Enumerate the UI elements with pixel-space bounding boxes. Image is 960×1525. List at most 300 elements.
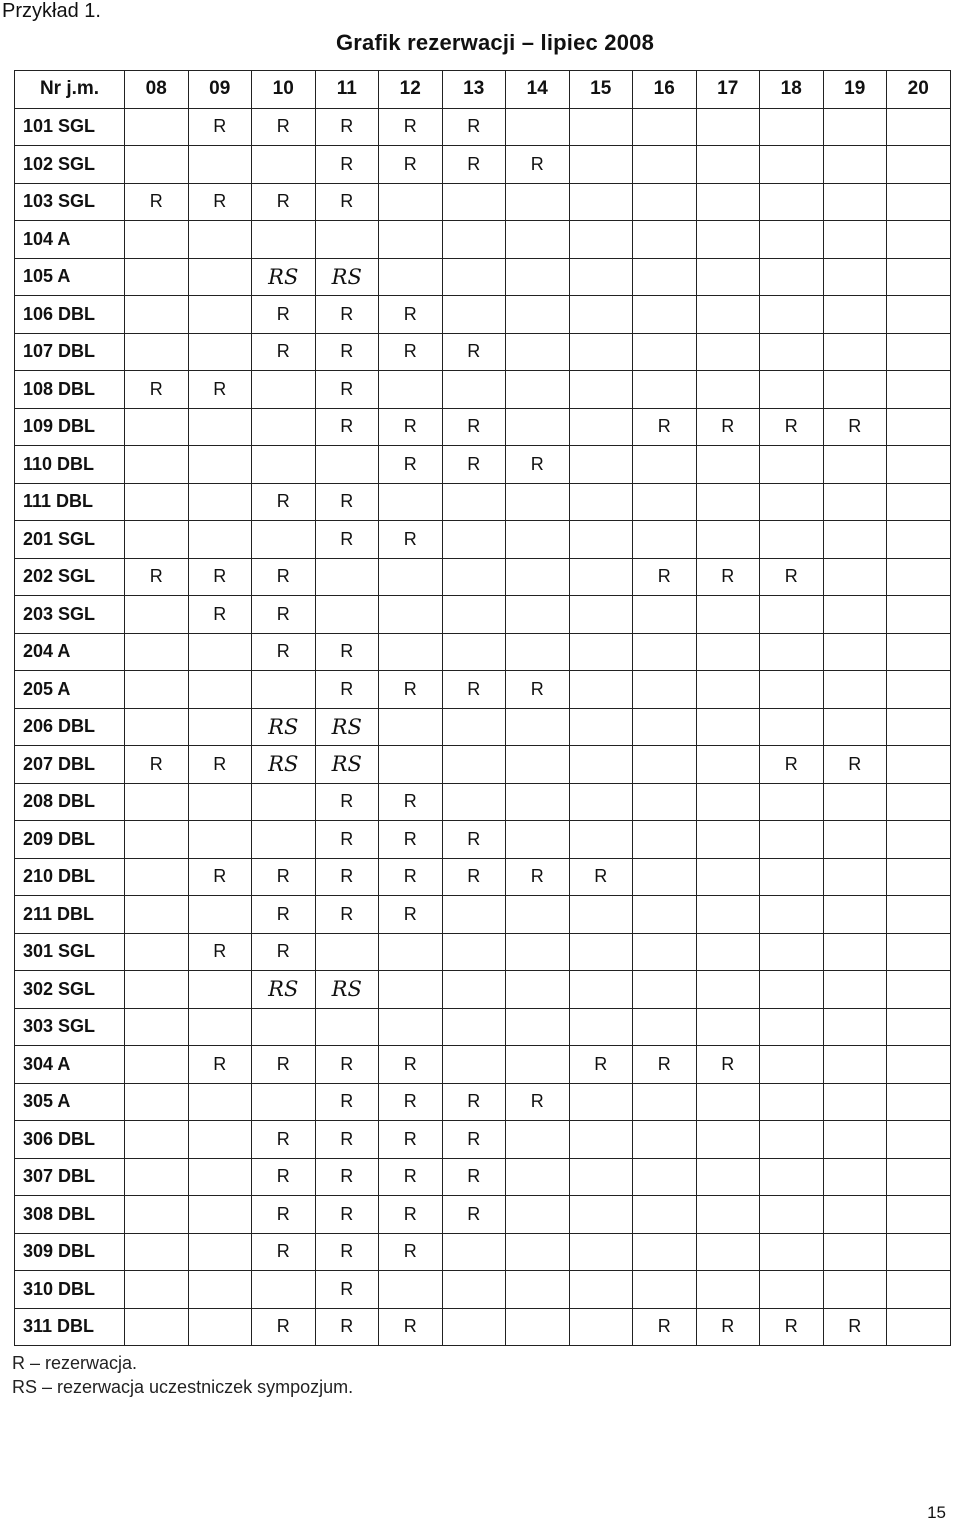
reservation-cell xyxy=(569,858,633,896)
reservation-cell xyxy=(442,1083,506,1121)
reservation-cell xyxy=(696,671,760,709)
room-label: 306 DBL xyxy=(15,1121,125,1159)
reservation-cell xyxy=(506,933,570,971)
header-day: 08 xyxy=(125,71,189,109)
reservation-cell xyxy=(442,296,506,334)
reservation-mark: R xyxy=(276,1241,290,1262)
reservation-cell xyxy=(125,1083,189,1121)
table-row xyxy=(15,708,951,746)
reservation-mark: R xyxy=(340,1241,354,1262)
reservation-cell xyxy=(442,1158,506,1196)
reservation-cell xyxy=(506,1046,570,1084)
reservation-cell xyxy=(887,1158,951,1196)
reservation-cell xyxy=(569,221,633,259)
reservation-cell xyxy=(823,1083,887,1121)
table-row xyxy=(15,1158,951,1196)
reservation-cell xyxy=(315,783,379,821)
table-row xyxy=(15,821,951,859)
reservation-cell xyxy=(823,333,887,371)
room-label: 104 A xyxy=(15,221,125,259)
symposium-reservation-mark: RS xyxy=(331,977,362,1002)
reservation-cell xyxy=(633,1121,697,1159)
reservation-cell xyxy=(696,108,760,146)
reservation-cell xyxy=(125,708,189,746)
reservation-mark: R xyxy=(403,903,417,924)
reservation-cell xyxy=(887,821,951,859)
reservation-cell xyxy=(633,296,697,334)
table-row xyxy=(15,596,951,634)
reservation-mark: R xyxy=(403,1128,417,1149)
reservation-cell xyxy=(125,371,189,409)
reservation-cell xyxy=(252,821,316,859)
reservation-mark: R xyxy=(340,303,354,324)
reservation-mark: R xyxy=(276,1166,290,1187)
reservation-cell xyxy=(188,671,252,709)
reservation-cell xyxy=(696,483,760,521)
reservation-table xyxy=(14,70,951,1346)
reservation-cell xyxy=(696,746,760,784)
room-label: 308 DBL xyxy=(15,1196,125,1234)
room-label: 209 DBL xyxy=(15,821,125,859)
reservation-cell xyxy=(696,1271,760,1309)
reservation-cell xyxy=(188,483,252,521)
reservation-cell xyxy=(823,221,887,259)
reservation-cell xyxy=(125,746,189,784)
reservation-cell xyxy=(696,258,760,296)
reservation-mark: R xyxy=(403,1203,417,1224)
reservation-mark: R xyxy=(276,191,290,212)
reservation-cell xyxy=(188,596,252,634)
reservation-cell xyxy=(633,108,697,146)
reservation-cell xyxy=(125,821,189,859)
reservation-mark: R xyxy=(657,566,671,587)
reservation-cell xyxy=(188,1158,252,1196)
reservation-cell xyxy=(252,371,316,409)
reservation-mark: R xyxy=(721,416,735,437)
reservation-cell xyxy=(442,183,506,221)
table-row xyxy=(15,633,951,671)
reservation-cell xyxy=(696,333,760,371)
reservation-cell xyxy=(569,333,633,371)
reservation-cell xyxy=(823,1308,887,1346)
reservation-cell xyxy=(823,971,887,1009)
reservation-cell xyxy=(760,1008,824,1046)
reservation-mark: R xyxy=(276,903,290,924)
symposium-reservation-mark: RS xyxy=(268,264,299,289)
reservation-cell xyxy=(569,671,633,709)
reservation-cell xyxy=(569,596,633,634)
reservation-cell xyxy=(379,521,443,559)
room-label: 108 DBL xyxy=(15,371,125,409)
reservation-cell xyxy=(506,521,570,559)
reservation-cell xyxy=(442,408,506,446)
reservation-cell xyxy=(379,1308,443,1346)
reservation-cell xyxy=(887,558,951,596)
reservation-cell xyxy=(506,1083,570,1121)
reservation-cell xyxy=(633,1308,697,1346)
reservation-cell xyxy=(569,746,633,784)
reservation-mark: R xyxy=(403,828,417,849)
reservation-cell xyxy=(252,1046,316,1084)
room-label: 105 A xyxy=(15,258,125,296)
reservation-cell xyxy=(506,1121,570,1159)
reservation-cell xyxy=(442,1271,506,1309)
reservation-cell xyxy=(315,746,379,784)
reservation-cell xyxy=(188,783,252,821)
reservation-cell xyxy=(379,1008,443,1046)
reservation-mark: R xyxy=(721,1316,735,1337)
reservation-cell xyxy=(696,371,760,409)
reservation-mark: R xyxy=(467,116,481,137)
reservation-cell xyxy=(188,858,252,896)
symposium-reservation-mark: RS xyxy=(331,264,362,289)
room-label: 310 DBL xyxy=(15,1271,125,1309)
symposium-reservation-mark: RS xyxy=(268,977,299,1002)
reservation-cell xyxy=(315,333,379,371)
reservation-mark: R xyxy=(467,1166,481,1187)
reservation-cell xyxy=(633,333,697,371)
reservation-cell xyxy=(125,221,189,259)
room-label: 305 A xyxy=(15,1083,125,1121)
reservation-cell xyxy=(506,708,570,746)
reservation-mark: R xyxy=(530,1091,544,1112)
reservation-mark: R xyxy=(848,1316,862,1337)
reservation-mark: R xyxy=(340,1166,354,1187)
reservation-cell xyxy=(125,1271,189,1309)
reservation-cell xyxy=(760,558,824,596)
header-day: 19 xyxy=(823,71,887,109)
reservation-cell xyxy=(188,296,252,334)
reservation-cell xyxy=(633,1083,697,1121)
symposium-reservation-mark: RS xyxy=(268,752,299,777)
table-row xyxy=(15,1008,951,1046)
reservation-cell xyxy=(760,408,824,446)
reservation-cell xyxy=(315,1008,379,1046)
reservation-cell xyxy=(633,521,697,559)
table-row xyxy=(15,971,951,1009)
symposium-reservation-mark: RS xyxy=(331,752,362,777)
reservation-cell xyxy=(125,633,189,671)
reservation-cell xyxy=(887,296,951,334)
reservation-cell xyxy=(315,296,379,334)
reservation-cell xyxy=(569,483,633,521)
reservation-cell xyxy=(696,183,760,221)
reservation-cell xyxy=(506,596,570,634)
reservation-mark: R xyxy=(276,341,290,362)
reservation-cell xyxy=(696,896,760,934)
reservation-cell xyxy=(887,971,951,1009)
reservation-cell xyxy=(506,1196,570,1234)
reservation-cell xyxy=(569,1121,633,1159)
reservation-cell xyxy=(379,221,443,259)
reservation-cell xyxy=(696,971,760,1009)
reservation-cell xyxy=(442,258,506,296)
reservation-cell xyxy=(442,1046,506,1084)
reservation-cell xyxy=(379,858,443,896)
reservation-mark: R xyxy=(213,191,227,212)
reservation-mark: R xyxy=(340,903,354,924)
legend-r: R – rezerwacja. xyxy=(12,1353,138,1373)
reservation-cell xyxy=(696,1233,760,1271)
reservation-cell xyxy=(823,708,887,746)
reservation-cell xyxy=(760,333,824,371)
reservation-cell xyxy=(760,858,824,896)
reservation-mark: R xyxy=(403,416,417,437)
reservation-cell xyxy=(887,783,951,821)
room-label: 210 DBL xyxy=(15,858,125,896)
reservation-cell xyxy=(315,146,379,184)
reservation-cell xyxy=(442,783,506,821)
reservation-cell xyxy=(633,558,697,596)
reservation-cell xyxy=(379,746,443,784)
reservation-cell xyxy=(315,896,379,934)
reservation-cell xyxy=(252,108,316,146)
reservation-cell xyxy=(252,258,316,296)
reservation-cell xyxy=(887,1233,951,1271)
reservation-mark: R xyxy=(340,341,354,362)
reservation-cell xyxy=(696,1083,760,1121)
reservation-mark: R xyxy=(467,828,481,849)
table-row xyxy=(15,896,951,934)
reservation-cell xyxy=(506,971,570,1009)
reservation-cell xyxy=(315,671,379,709)
reservation-cell xyxy=(252,1271,316,1309)
reservation-mark: R xyxy=(340,791,354,812)
reservation-cell xyxy=(252,221,316,259)
reservation-cell xyxy=(823,146,887,184)
reservation-mark: R xyxy=(276,116,290,137)
reservation-cell xyxy=(315,1308,379,1346)
reservation-cell xyxy=(760,821,824,859)
reservation-cell xyxy=(125,296,189,334)
reservation-cell xyxy=(696,558,760,596)
reservation-cell xyxy=(569,1196,633,1234)
reservation-mark: R xyxy=(594,1053,608,1074)
reservation-cell xyxy=(379,446,443,484)
reservation-mark: R xyxy=(467,1128,481,1149)
reservation-cell xyxy=(442,446,506,484)
header-room-column: Nr j.m. xyxy=(15,71,125,109)
reservation-cell xyxy=(633,1008,697,1046)
reservation-cell xyxy=(506,1008,570,1046)
reservation-cell xyxy=(823,408,887,446)
reservation-mark: R xyxy=(530,678,544,699)
reservation-cell xyxy=(569,558,633,596)
reservation-cell xyxy=(633,1233,697,1271)
reservation-cell xyxy=(760,746,824,784)
reservation-mark: R xyxy=(340,1128,354,1149)
reservation-cell xyxy=(506,858,570,896)
reservation-cell xyxy=(442,746,506,784)
legend-rs: RS – rezerwacja uczestniczek sympozjum. xyxy=(12,1377,354,1397)
room-label: 206 DBL xyxy=(15,708,125,746)
reservation-cell xyxy=(569,896,633,934)
reservation-cell xyxy=(506,783,570,821)
reservation-mark: R xyxy=(848,753,862,774)
reservation-cell xyxy=(823,671,887,709)
room-label: 202 SGL xyxy=(15,558,125,596)
reservation-cell xyxy=(188,146,252,184)
table-row xyxy=(15,483,951,521)
reservation-mark: R xyxy=(403,866,417,887)
reservation-cell xyxy=(252,483,316,521)
reservation-cell xyxy=(379,596,443,634)
reservation-cell xyxy=(442,333,506,371)
reservation-cell xyxy=(188,746,252,784)
reservation-mark: R xyxy=(213,941,227,962)
reservation-cell xyxy=(633,896,697,934)
reservation-cell xyxy=(379,1121,443,1159)
reservation-cell xyxy=(188,221,252,259)
room-label: 304 A xyxy=(15,1046,125,1084)
reservation-cell xyxy=(887,521,951,559)
reservation-cell xyxy=(633,858,697,896)
reservation-cell xyxy=(442,1121,506,1159)
reservation-cell xyxy=(315,821,379,859)
reservation-cell xyxy=(760,483,824,521)
reservation-cell xyxy=(506,146,570,184)
reservation-cell xyxy=(696,1158,760,1196)
reservation-cell xyxy=(760,1083,824,1121)
reservation-cell xyxy=(252,633,316,671)
reservation-cell xyxy=(633,671,697,709)
reservation-cell xyxy=(125,333,189,371)
reservation-cell xyxy=(696,221,760,259)
reservation-cell xyxy=(125,1233,189,1271)
reservation-cell xyxy=(887,333,951,371)
room-label: 301 SGL xyxy=(15,933,125,971)
reservation-cell xyxy=(188,933,252,971)
reservation-mark: R xyxy=(213,866,227,887)
reservation-mark: R xyxy=(340,191,354,212)
reservation-cell xyxy=(125,1121,189,1159)
reservation-cell xyxy=(887,258,951,296)
reservation-cell xyxy=(379,783,443,821)
reservation-cell xyxy=(569,146,633,184)
reservation-cell xyxy=(760,896,824,934)
reservation-cell xyxy=(760,1196,824,1234)
reservation-cell xyxy=(379,633,443,671)
reservation-cell xyxy=(252,1308,316,1346)
reservation-cell xyxy=(823,1046,887,1084)
reservation-cell xyxy=(823,1233,887,1271)
reservation-cell xyxy=(506,483,570,521)
room-label: 101 SGL xyxy=(15,108,125,146)
table-row xyxy=(15,558,951,596)
reservation-cell xyxy=(379,671,443,709)
reservation-cell xyxy=(125,483,189,521)
reservation-cell xyxy=(506,746,570,784)
reservation-cell xyxy=(760,1121,824,1159)
reservation-cell xyxy=(315,1233,379,1271)
reservation-mark: R xyxy=(530,866,544,887)
reservation-cell xyxy=(823,1196,887,1234)
reservation-cell xyxy=(823,258,887,296)
reservation-cell xyxy=(252,971,316,1009)
reservation-cell xyxy=(760,258,824,296)
reservation-cell xyxy=(887,408,951,446)
reservation-cell xyxy=(696,1308,760,1346)
reservation-mark: R xyxy=(403,1241,417,1262)
reservation-cell xyxy=(506,333,570,371)
reservation-cell xyxy=(760,521,824,559)
reservation-cell xyxy=(823,896,887,934)
reservation-cell xyxy=(760,933,824,971)
reservation-cell xyxy=(887,221,951,259)
reservation-cell xyxy=(823,821,887,859)
reservation-cell xyxy=(252,783,316,821)
reservation-cell xyxy=(760,596,824,634)
reservation-cell xyxy=(125,146,189,184)
reservation-mark: R xyxy=(403,528,417,549)
reservation-cell xyxy=(125,858,189,896)
reservation-mark: R xyxy=(467,453,481,474)
reservation-mark: R xyxy=(403,1053,417,1074)
reservation-cell xyxy=(823,108,887,146)
header-day: 18 xyxy=(760,71,824,109)
reservation-cell xyxy=(315,858,379,896)
header-day: 16 xyxy=(633,71,697,109)
reservation-cell xyxy=(506,296,570,334)
reservation-cell xyxy=(315,933,379,971)
reservation-cell xyxy=(633,371,697,409)
reservation-cell xyxy=(506,183,570,221)
reservation-cell xyxy=(887,1008,951,1046)
header-day: 11 xyxy=(315,71,379,109)
reservation-cell xyxy=(506,896,570,934)
room-label: 102 SGL xyxy=(15,146,125,184)
reservation-cell xyxy=(569,521,633,559)
reservation-cell xyxy=(760,1308,824,1346)
room-label: 201 SGL xyxy=(15,521,125,559)
table-row xyxy=(15,746,951,784)
reservation-mark: R xyxy=(848,416,862,437)
reservation-cell xyxy=(252,1121,316,1159)
header-day: 09 xyxy=(188,71,252,109)
reservation-cell xyxy=(442,483,506,521)
reservation-cell xyxy=(823,633,887,671)
reservation-cell xyxy=(315,596,379,634)
reservation-cell xyxy=(760,221,824,259)
reservation-cell xyxy=(442,371,506,409)
table-row xyxy=(15,783,951,821)
reservation-cell xyxy=(506,671,570,709)
reservation-cell xyxy=(823,521,887,559)
header-day: 14 xyxy=(506,71,570,109)
reservation-cell xyxy=(252,896,316,934)
room-label: 103 SGL xyxy=(15,183,125,221)
room-label: 211 DBL xyxy=(15,896,125,934)
reservation-mark: R xyxy=(213,378,227,399)
reservation-cell xyxy=(569,1233,633,1271)
reservation-mark: R xyxy=(467,153,481,174)
reservation-cell xyxy=(569,408,633,446)
room-label: 106 DBL xyxy=(15,296,125,334)
reservation-cell xyxy=(887,371,951,409)
reservation-cell xyxy=(442,1008,506,1046)
reservation-mark: R xyxy=(467,416,481,437)
reservation-cell xyxy=(125,1196,189,1234)
reservation-cell xyxy=(696,783,760,821)
table-row xyxy=(15,146,951,184)
reservation-mark: R xyxy=(340,416,354,437)
reservation-cell xyxy=(887,933,951,971)
reservation-mark: R xyxy=(467,866,481,887)
reservation-cell xyxy=(125,258,189,296)
reservation-cell xyxy=(506,558,570,596)
reservation-cell xyxy=(379,708,443,746)
reservation-cell xyxy=(569,1158,633,1196)
